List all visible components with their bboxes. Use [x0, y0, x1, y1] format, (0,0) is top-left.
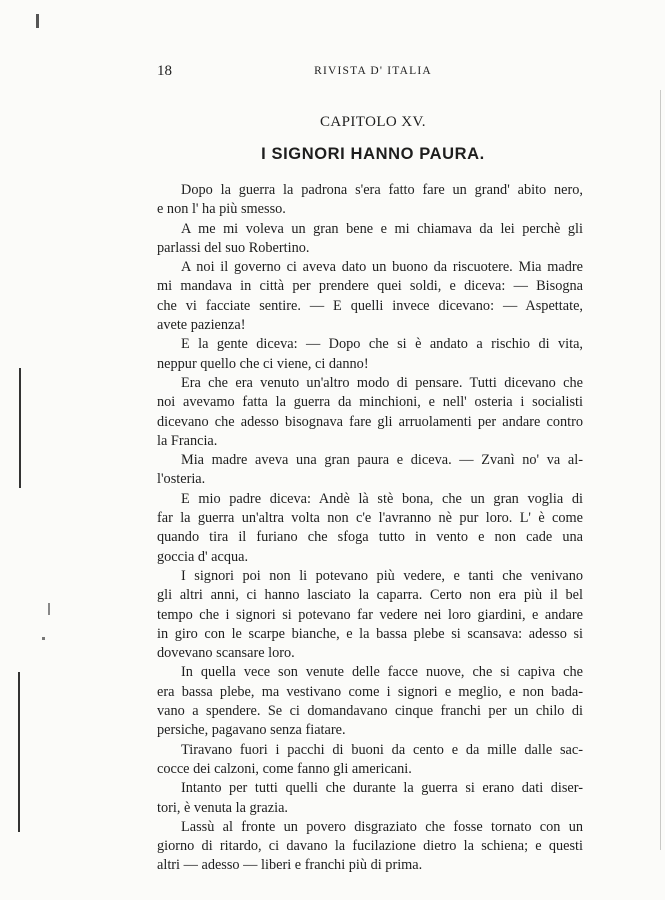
chapter-title: I SIGNORI HANNO PAURA. [261, 145, 485, 163]
right-edge-shadow [660, 90, 661, 850]
text-line: giorno di ritardo, ci davano la fucilazione dietro la schiena; e questi [157, 838, 583, 855]
text-line: avete pazienza! [157, 317, 246, 334]
scan-speck [42, 637, 45, 640]
text-line: che vi facciate sentire. — E quelli invece dicevano: — Aspettate, [157, 297, 583, 314]
text-line: E mio padre diceva: Andè là stè bona, che un gran voglia di [181, 490, 583, 507]
text-line: Lassù al fronte un povero disgraziato che fosse tornato con un [181, 818, 583, 835]
text-line: parlassi del suo Robertino. [157, 239, 310, 256]
text-line: cocce dei calzoni, come fanno gli americani. [157, 760, 412, 777]
text-line: A me mi voleva un gran bene e mi chiamava da lei perchè gli [181, 220, 583, 237]
text-line: quando tira il furiano che sfoga tutto in vento e non cade una [157, 529, 583, 546]
journal-title: RIVISTA D' ITALIA [314, 65, 432, 77]
text-line: Tiravano fuori i pacchi di buoni da cento e da mille dalle sac- [181, 741, 583, 758]
text-line: dicevano che adesso bisognava fare gli arruolamenti per andare contro [157, 413, 583, 430]
text-line: tempo che i signori si potevano far vedere nei loro giardini, e andare [157, 606, 583, 623]
text-line: In quella vece son venute delle facce nuove, che si capiva che [181, 664, 583, 681]
text-line: tori, è venuta la grazia. [157, 799, 288, 816]
text-line: e non l' ha più smesso. [157, 201, 286, 218]
text-line: altri — adesso — liberi e franchi più di prima. [157, 857, 423, 874]
scan-mark [36, 14, 39, 28]
text-line: in giro con le scarpe bianche, e la bassa plebe si scansava: adesso si [157, 625, 583, 642]
text-line: far la guerra un'altra volta non c'e l'avranno nè pur loro. L' è come [157, 510, 583, 527]
text-line: vano a spendere. Se ci domandavano cinque franchi per un chilo di [157, 703, 583, 720]
text-line: goccia d' acqua. [157, 548, 249, 565]
text-line: A noi il governo ci aveva dato un buono da riscuotere. Mia madre [181, 259, 583, 276]
text-line: era bassa plebe, ma vestivano come i signori e meglio, e non bada- [157, 683, 583, 700]
text-line: persiche, pagavano senza fiatare. [157, 722, 346, 739]
text-line: noi avevamo fatta la guerra da minchioni, e nell' osteria i socialisti [157, 394, 583, 411]
text-line: Era che era venuto un'altro modo di pensare. Tutti dicevano che [181, 374, 583, 391]
page-number: 18 [157, 63, 172, 79]
text-line: gli altri anni, ci hanno lasciato la caparra. Certo non era più il bel [157, 587, 583, 604]
text-line: dovevano scansare loro. [157, 645, 295, 662]
binding-edge-mark [19, 368, 21, 488]
text-line: mi mandava in città per prendere quei soldi, e diceva: — Bisogna [157, 278, 583, 295]
scan-speck [48, 603, 50, 615]
text-line: I signori poi non li potevano più vedere, e tanti che venivano [181, 567, 583, 584]
text-line: Dopo la guerra la padrona s'era fatto fare un grand' abito nero, [181, 182, 583, 198]
text-line: Intanto per tutti quelli che durante la guerra si erano dati diser- [181, 780, 583, 797]
text-line: E la gente diceva: — Dopo che si è andato a rischio di vita, [181, 336, 583, 353]
binding-edge-mark [18, 672, 20, 832]
text-line: Mia madre aveva una gran paura e diceva. — Zvanì no' va al- [181, 452, 583, 469]
text-line: neppur quello che ci viene, ci danno! [157, 355, 369, 372]
body-text [157, 181, 583, 876]
chapter-label: CAPITOLO XV. [320, 114, 426, 130]
text-line: la Francia. [157, 432, 218, 449]
text-line: l'osteria. [157, 471, 206, 488]
running-head [157, 63, 589, 83]
